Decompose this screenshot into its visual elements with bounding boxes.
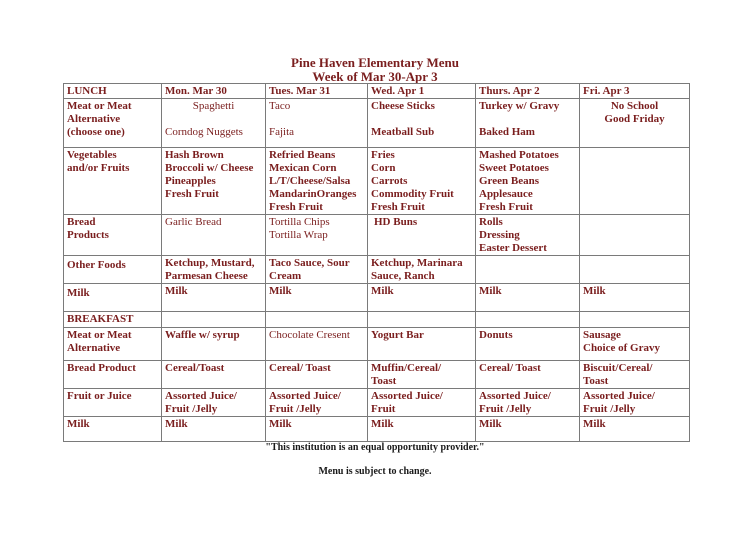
lunch-other-row xyxy=(64,256,690,284)
day-header-fri: Fri. Apr 3 xyxy=(580,84,690,99)
lunch-veg-tue: Refried Beans Mexican Corn L/T/Cheese/Salsa MandarinOranges Fresh Fruit xyxy=(266,148,368,215)
breakfast-bread-mon: Cereal/Toast xyxy=(162,361,266,389)
breakfast-milk-mon: Milk xyxy=(162,417,266,442)
lunch-milk-row xyxy=(64,284,690,312)
lunch-other-tue: Taco Sauce, Sour Cream xyxy=(266,256,368,284)
breakfast-fruit-label: Fruit or Juice xyxy=(64,389,162,417)
breakfast-fruit-thu: Assorted Juice/ Fruit /Jelly xyxy=(476,389,580,417)
breakfast-meat-wed: Yogurt Bar xyxy=(368,328,476,361)
lunch-meat-mon: Spaghetti Corndog Nuggets xyxy=(162,99,266,148)
menu-change-notice: Menu is subject to change. xyxy=(318,466,432,477)
lunch-milk-wed: Milk xyxy=(368,284,476,312)
lunch-veg-label: Vegetables and/or Fruits xyxy=(64,148,162,215)
lunch-milk-fri: Milk xyxy=(580,284,690,312)
lunch-meat-thu: Turkey w/ Gravy Baked Ham xyxy=(476,99,580,148)
lunch-meat-wed: Cheese Sticks Meatball Sub xyxy=(368,99,476,148)
breakfast-milk-fri: Milk xyxy=(580,417,690,442)
day-header-thu: Thurs. Apr 2 xyxy=(476,84,580,99)
lunch-other-fri xyxy=(580,256,690,284)
breakfast-bread-fri: Biscuit/Cereal/ Toast xyxy=(580,361,690,389)
menu-title: Pine Haven Elementary Menu xyxy=(291,55,459,70)
breakfast-meat-thu: Donuts xyxy=(476,328,580,361)
lunch-bread-thu: Rolls Dressing Easter Dessert xyxy=(476,215,580,256)
breakfast-meat-mon: Waffle w/ syrup xyxy=(162,328,266,361)
lunch-bread-row xyxy=(64,215,690,256)
breakfast-bread-tue: Cereal/ Toast xyxy=(266,361,368,389)
breakfast-bread-thu: Cereal/ Toast xyxy=(476,361,580,389)
breakfast-fruit-row xyxy=(64,389,690,417)
breakfast-meat-fri: Sausage Choice of Gravy xyxy=(580,328,690,361)
breakfast-bread-label: Bread Product xyxy=(64,361,162,389)
lunch-bread-label: Bread Products xyxy=(64,215,162,256)
menu-subtitle: Week of Mar 30-Apr 3 xyxy=(312,69,438,84)
breakfast-milk-tue: Milk xyxy=(266,417,368,442)
day-header-mon: Mon. Mar 30 xyxy=(162,84,266,99)
menu-table xyxy=(63,83,690,442)
lunch-section-label: LUNCH xyxy=(64,84,162,99)
day-header-wed: Wed. Apr 1 xyxy=(368,84,476,99)
lunch-veg-wed: Fries Corn Carrots Commodity Fruit Fresh Fruit xyxy=(368,148,476,215)
breakfast-meat-row xyxy=(64,328,690,361)
lunch-veg-thu: Mashed Potatoes Sweet Potatoes Green Beans Applesauce Fresh Fruit xyxy=(476,148,580,215)
equal-opportunity-notice: "This institution is an equal opportunity provider." xyxy=(265,442,485,453)
lunch-milk-mon: Milk xyxy=(162,284,266,312)
breakfast-meat-tue: Chocolate Cresent xyxy=(266,328,368,361)
lunch-bread-mon: Garlic Bread xyxy=(162,215,266,256)
lunch-milk-label: Milk xyxy=(64,284,162,312)
lunch-milk-tue: Milk xyxy=(266,284,368,312)
lunch-meat-tue: Taco Fajita xyxy=(266,99,368,148)
lunch-other-label: Other Foods xyxy=(64,256,162,284)
day-header-tue: Tues. Mar 31 xyxy=(266,84,368,99)
breakfast-milk-wed: Milk xyxy=(368,417,476,442)
lunch-other-mon: Ketchup, Mustard, Parmesan Cheese xyxy=(162,256,266,284)
lunch-meat-label: Meat or Meat Alternative (choose one) xyxy=(64,99,162,148)
lunch-other-thu xyxy=(476,256,580,284)
breakfast-meat-label: Meat or Meat Alternative xyxy=(64,328,162,361)
lunch-bread-tue: Tortilla Chips Tortilla Wrap xyxy=(266,215,368,256)
lunch-bread-wed: HD Buns xyxy=(368,215,476,256)
lunch-meat-row xyxy=(64,99,690,148)
breakfast-milk-thu: Milk xyxy=(476,417,580,442)
lunch-other-wed: Ketchup, Marinara Sauce, Ranch xyxy=(368,256,476,284)
lunch-meat-fri: No School Good Friday xyxy=(580,99,690,148)
lunch-milk-thu: Milk xyxy=(476,284,580,312)
breakfast-bread-row xyxy=(64,361,690,389)
breakfast-header-row xyxy=(64,312,690,328)
breakfast-milk-row xyxy=(64,417,690,442)
breakfast-fruit-fri: Assorted Juice/ Fruit /Jelly xyxy=(580,389,690,417)
lunch-veg-mon: Hash Brown Broccoli w/ Cheese Pineapples Fresh Fruit xyxy=(162,148,266,215)
breakfast-bread-wed: Muffin/Cereal/ Toast xyxy=(368,361,476,389)
breakfast-section-label: BREAKFAST xyxy=(64,312,162,328)
breakfast-fruit-tue: Assorted Juice/ Fruit /Jelly xyxy=(266,389,368,417)
lunch-veg-row xyxy=(64,148,690,215)
lunch-veg-fri xyxy=(580,148,690,215)
breakfast-milk-label: Milk xyxy=(64,417,162,442)
breakfast-fruit-wed: Assorted Juice/ Fruit xyxy=(368,389,476,417)
lunch-bread-fri xyxy=(580,215,690,256)
breakfast-fruit-mon: Assorted Juice/ Fruit /Jelly xyxy=(162,389,266,417)
lunch-header-row xyxy=(64,84,690,99)
